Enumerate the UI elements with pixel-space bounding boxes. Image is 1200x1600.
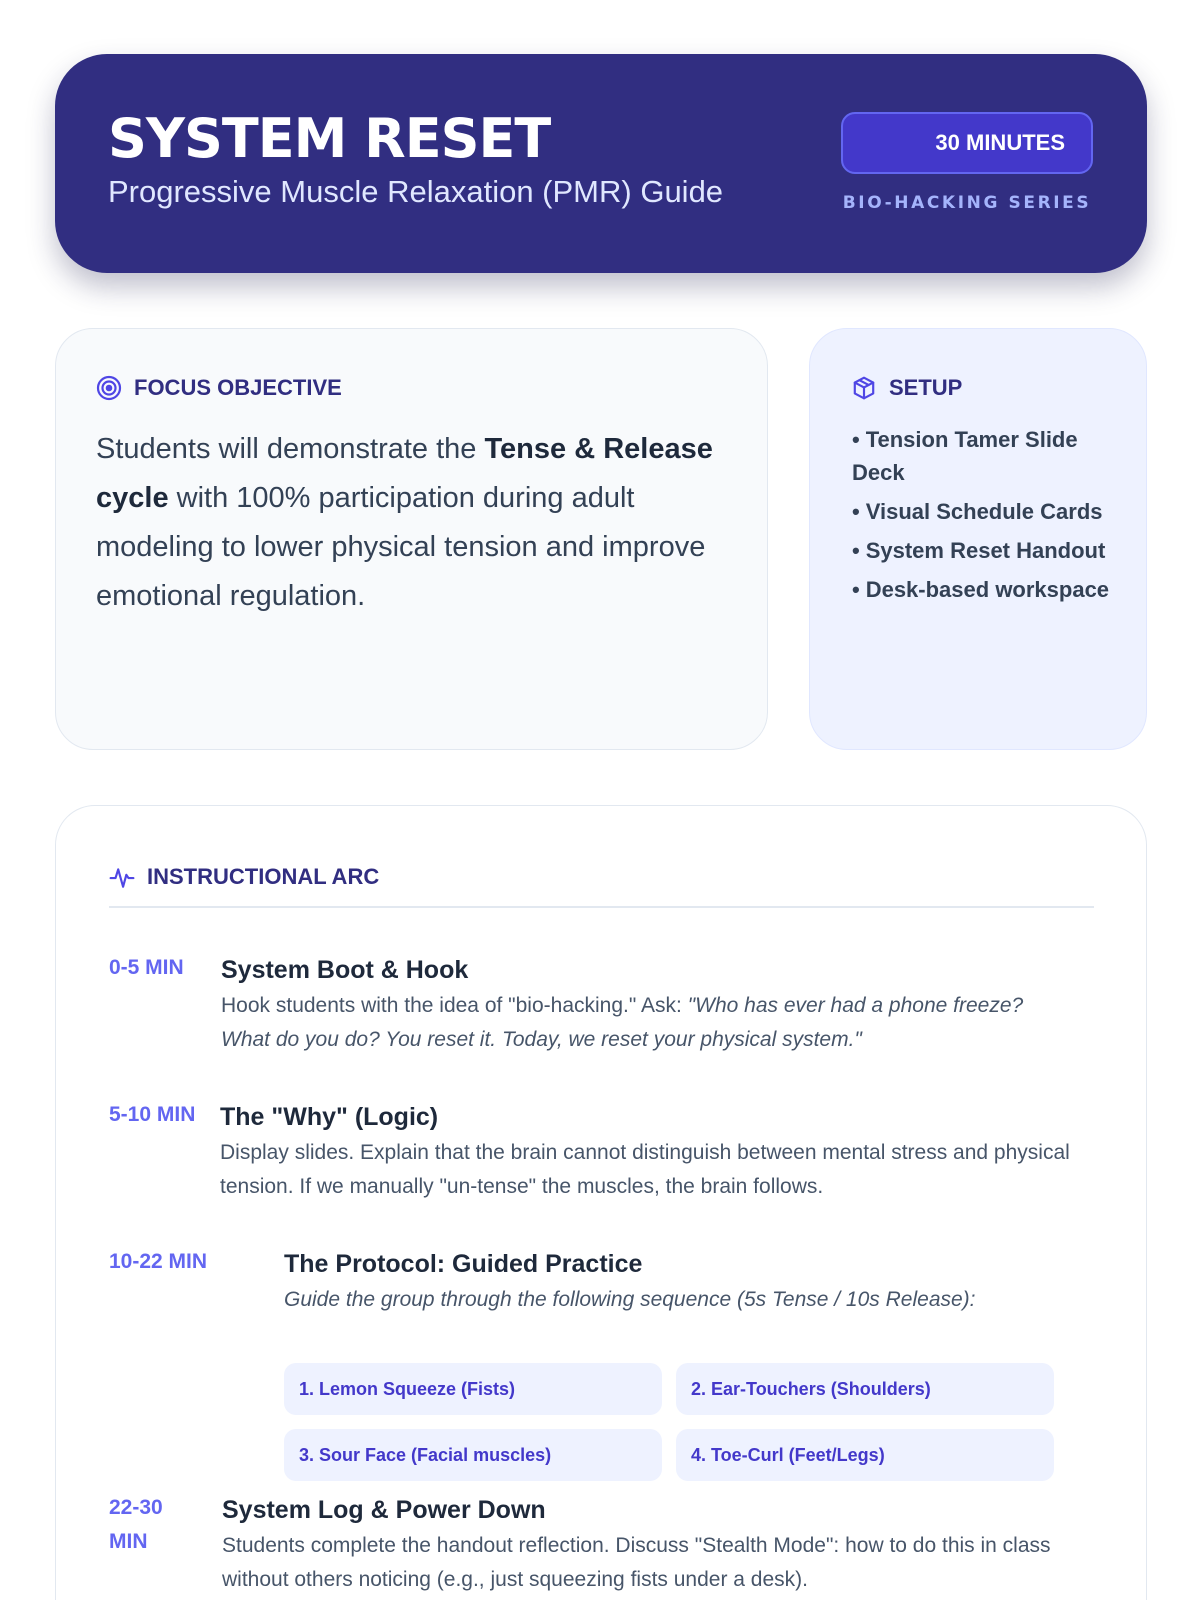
step-body: [284, 1247, 1084, 1467]
bullet-icon: •: [852, 577, 860, 602]
step-description: [284, 1283, 1084, 1317]
focus-objective-label: FOCUS OBJECTIVE: [134, 375, 342, 400]
step-description: Students complete the handout reflection. Discuss "Stealth Mode": how to do this in class without others noticing (e.g., just squeezing fists under a desk).: [222, 1534, 1051, 1591]
step-description: Display slides. Explain that the brain cannot distinguish between mental stress and physical tension. If we manually "un-tense" the muscles, the brain follows.: [220, 1141, 1070, 1198]
step-title: System Boot & Hook: [221, 956, 469, 984]
step-title: System Log & Power Down: [222, 1496, 546, 1524]
setup-card: [809, 328, 1147, 750]
bullet-icon: •: [852, 538, 860, 563]
step-description-text: Hook students with the idea of "bio-hacking." Ask:: [221, 994, 688, 1017]
target-icon: [96, 375, 122, 401]
instructional-arc-heading: [109, 864, 379, 890]
setup-item: [852, 534, 1122, 567]
pulse-icon: [109, 864, 135, 890]
header-banner: [55, 54, 1147, 273]
focus-objective-text: [96, 425, 736, 621]
series-label: BIO-HACKING SERIES: [842, 193, 1092, 213]
step-time: 5-10 MIN: [109, 1103, 196, 1126]
protocol-move-chip: 1. Lemon Squeeze (Fists): [284, 1363, 662, 1415]
instructional-arc-card: [55, 805, 1147, 1600]
duration-badge: 30 MINUTES: [841, 112, 1093, 174]
step-instruction: Guide the group through the following sequence (5s Tense / 10s Release):: [284, 1288, 976, 1311]
setup-item: [852, 495, 1122, 528]
focus-objective-heading: [96, 375, 342, 401]
setup-list: [852, 423, 1122, 612]
protocol-move-chip: 3. Sour Face (Facial muscles): [284, 1429, 662, 1481]
setup-item: [852, 423, 1122, 489]
focus-text-end: with 100% participation during adult modeling to lower physical tension and improve emotional regulation.: [96, 482, 706, 612]
step-body: [222, 1493, 1082, 1597]
setup-item-label: System Reset Handout: [865, 538, 1106, 563]
step-body: [220, 1100, 1095, 1204]
setup-item-label: Desk-based workspace: [865, 577, 1110, 602]
setup-heading: [851, 375, 962, 401]
focus-objective-card: [55, 328, 768, 750]
page-subtitle: Progressive Muscle Relaxation (PMR) Guide: [108, 174, 724, 209]
setup-label: SETUP: [889, 375, 963, 400]
step-time: 0-5 MIN: [109, 956, 184, 979]
setup-item-label: Visual Schedule Cards: [865, 499, 1103, 524]
bullet-icon: •: [852, 427, 860, 452]
protocol-move-chip: 4. Toe-Curl (Feet/Legs): [676, 1429, 1054, 1481]
step-time: 10-22 MIN: [109, 1250, 208, 1273]
divider: [109, 906, 1094, 908]
page-title: SYSTEM RESET: [108, 107, 551, 170]
cube-icon: [851, 375, 877, 401]
protocol-moves: [284, 1363, 1059, 1481]
step-body: [221, 953, 1071, 1057]
bullet-icon: •: [852, 499, 860, 524]
focus-text-emphasis: Tense & Release cycle: [96, 433, 713, 514]
step-quote: "Who has ever had a phone freeze? What do you do? You reset it. Today, we reset your physical system.": [221, 994, 1024, 1051]
step-title: The Protocol: Guided Practice: [284, 1250, 643, 1278]
setup-item: [852, 573, 1122, 606]
focus-text-start: Students will demonstrate the: [96, 433, 485, 465]
protocol-move-chip: 2. Ear-Touchers (Shoulders): [676, 1363, 1054, 1415]
step-description: [221, 989, 1071, 1057]
instructional-arc-label: INSTRUCTIONAL ARC: [147, 864, 380, 889]
setup-item-label: Tension Tamer Slide Deck: [852, 427, 1078, 485]
step-title: The "Why" (Logic): [220, 1103, 439, 1131]
step-time: 22-30 MIN: [109, 1496, 163, 1553]
